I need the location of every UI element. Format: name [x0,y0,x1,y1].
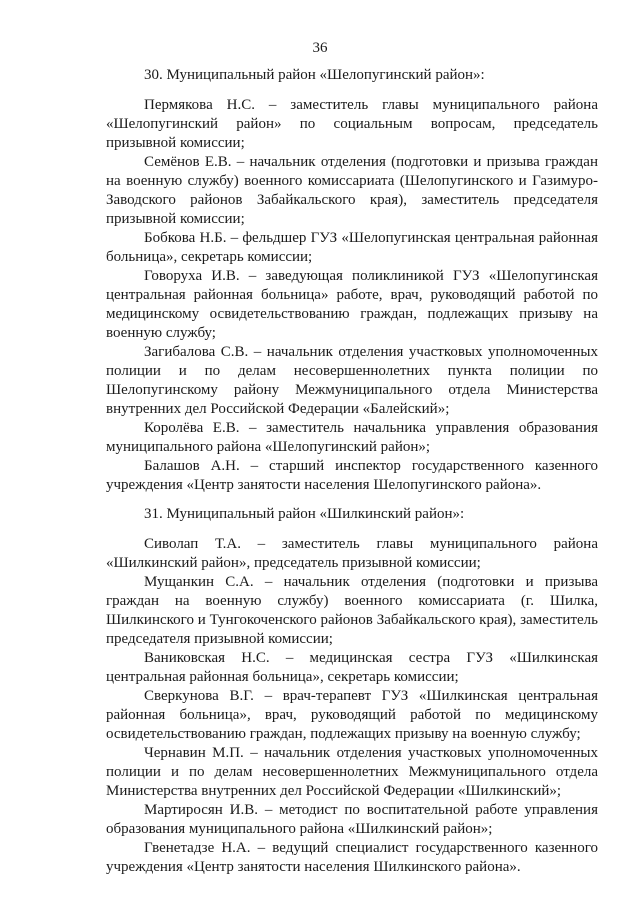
commission-member [106,343,598,419]
member-role: – медицинская сестра ГУЗ «Шилкинская центральная районная больница», секретарь комиссии; [106,650,599,685]
commission-member [106,267,598,343]
member-name: Мущанкин С.А. [144,574,254,590]
commission-member [106,153,598,229]
commission-member [106,649,598,687]
section-30 [106,66,598,495]
member-role: – начальник отделения (подготовки и призыва граждан на военную службу) военного комиссариата (г. Шилка, Шилкинского и Тунгокоченского районов Забайкальского края), заместитель председателя призывной комиссии; [106,574,598,647]
member-role: – заместитель начальника управления образования муниципального района «Шелопугинский район»; [106,420,598,455]
member-name: Балашов А.Н. [144,458,240,474]
document-body [106,66,598,877]
member-role: – заведующая поликлиникой ГУЗ «Шелопугинская центральная районная больница» работе, врач, руководящий работой по медицинскому освидетельствованию граждан, подлежащих призыву на военную службу; [106,268,598,341]
member-role: – врач-терапевт ГУЗ «Шилкинская центральная районная больница», врач, руководящий работой по медицинскому освидетельствованию граждан, подлежащих призыву на военную службу; [106,688,598,742]
member-name: Семёнов Е.В. [144,154,232,170]
commission-member [106,419,598,457]
member-name: Бобкова Н.Б. [144,230,227,246]
section-31 [106,505,598,877]
section-heading: 31. Муниципальный район «Шилкинский район»: [144,506,465,522]
commission-member [106,839,598,877]
member-name: Королёва Е.В. [144,420,240,436]
section-heading: 30. Муниципальный район «Шелопугинский район»: [144,67,485,83]
member-name: Пермякова Н.С. [144,97,255,113]
member-role: – фельдшер ГУЗ «Шелопугинская центральная районная больница», секретарь комиссии; [106,230,598,265]
member-name: Загибалова С.В. [144,344,249,360]
commission-member [106,96,598,153]
member-name: Сиволап Т.А. [144,536,241,552]
member-name: Чернавин М.П. [144,745,244,761]
member-role: – начальник отделения (подготовки и призыва граждан на военную службу) военного комиссариата (Шелопугинского и Газимуро-Заводского районов Забайкальского края), заместитель председателя призывной комиссии; [106,154,598,227]
member-role: – старший инспектор государственного казенного учреждения «Центр занятости населения Шелопугинского района». [106,458,599,493]
commission-member [106,687,598,744]
commission-member [106,457,598,495]
member-name: Говоруха И.В. [144,268,240,284]
commission-member [106,801,598,839]
member-name: Мартиросян И.В. [144,802,258,818]
member-role: – ведущий специалист государственного казенного учреждения «Центр занятости населения Шилкинского района». [106,840,598,875]
member-role: – заместитель главы муниципального района «Шелопугинский район» по социальным вопросам, председатель призывной комиссии; [106,97,598,151]
commission-member [106,229,598,267]
member-name: Гвенетадзе Н.А. [144,840,251,856]
member-role: – начальник отделения участковых уполномоченных полиции и по делам несовершеннолетних пункта полиции по Шелопугинскому району Межмуниципального отдела Министерства внутренних дел Российской Федерации «Балейский»; [106,344,599,417]
commission-member [106,573,598,649]
commission-member [106,535,598,573]
commission-member [106,744,598,801]
page-number: 36 [312,40,328,56]
member-role: – методист по воспитательной работе управления образования муниципального района «Шилкинский район»; [106,802,598,837]
member-name: Сверкунова В.Г. [144,688,254,704]
member-role: – заместитель главы муниципального района «Шилкинский район», председатель призывной комиссии; [106,536,598,571]
member-name: Ваниковская Н.С. [144,650,270,666]
member-role: – начальник отделения участковых уполномоченных полиции и по делам несовершеннолетних Межмуниципального отдела Министерства внутренних дел Российской Федерации «Шилкинский»; [106,745,598,799]
